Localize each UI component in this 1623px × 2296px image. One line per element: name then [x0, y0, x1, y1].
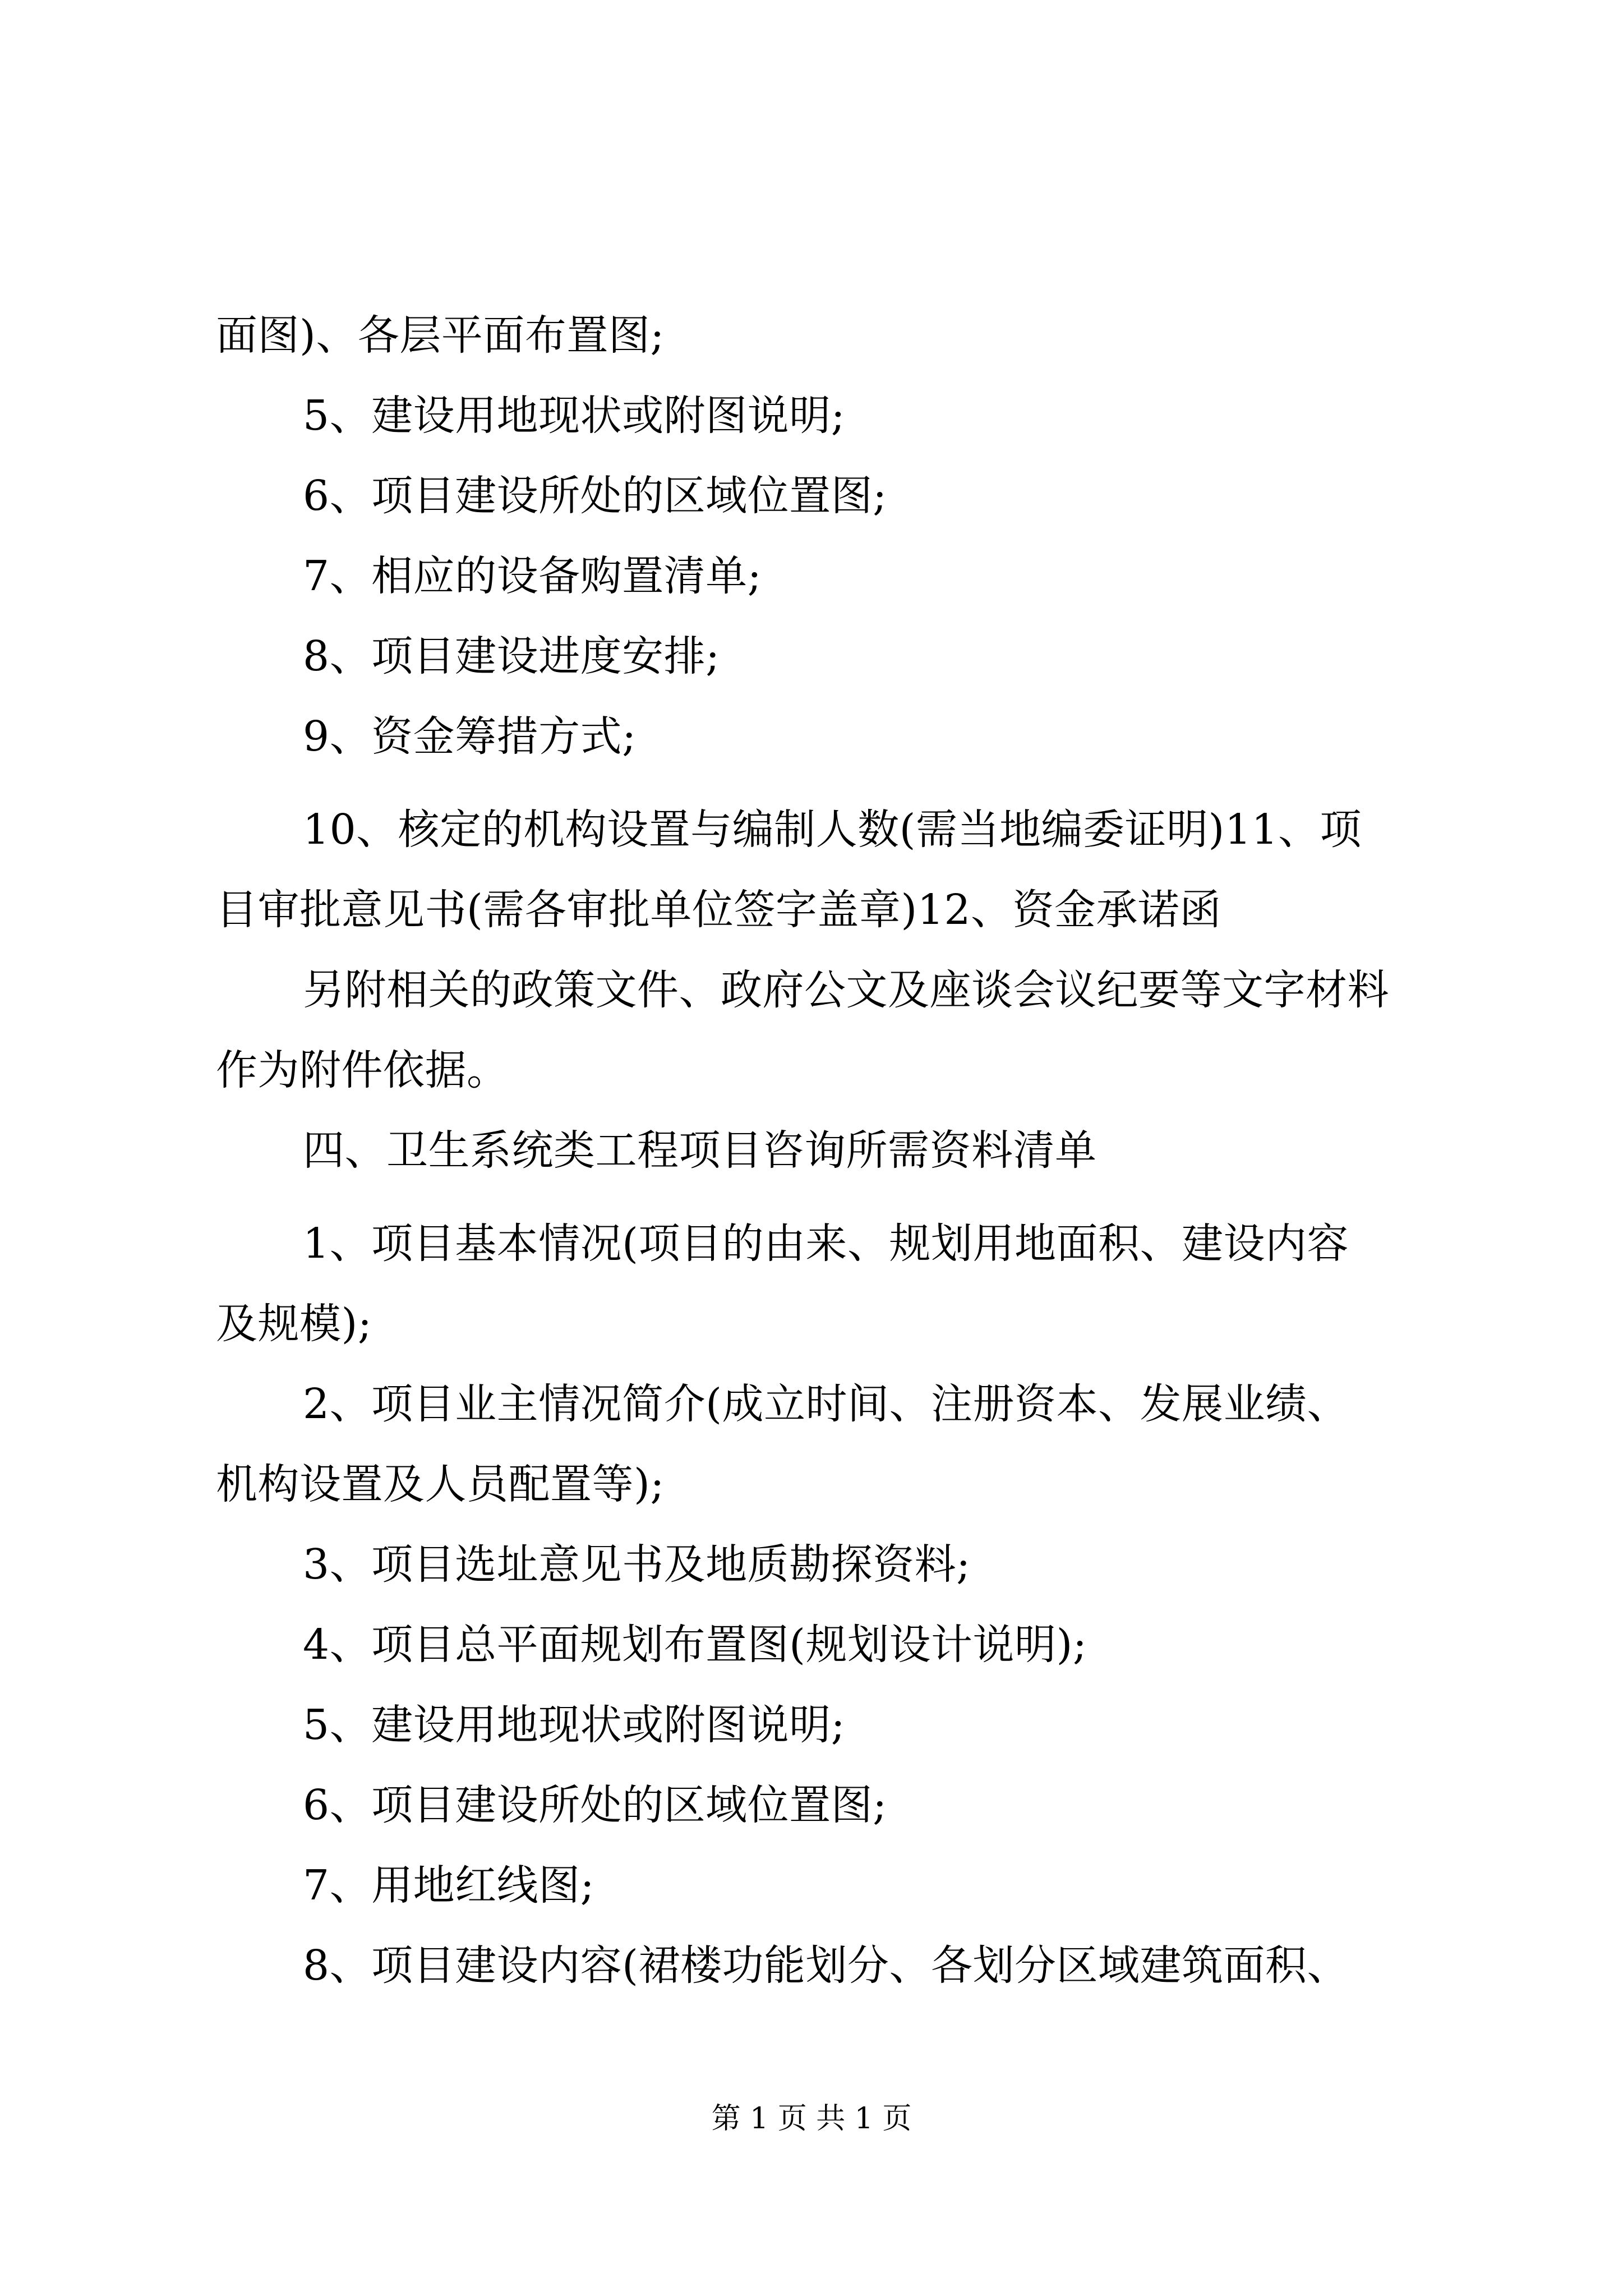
text-line: 及规模); [216, 1300, 372, 1348]
text-line: 6、项目建设所处的区域位置图; [303, 1781, 887, 1829]
text-line: 机构设置及人员配置等); [216, 1460, 665, 1508]
text-line: 8、项目建设进度安排; [303, 632, 720, 680]
text-line: 8、项目建设内容(裙楼功能划分、各划分区域建筑面积、 [303, 1941, 1349, 1990]
text-line: 4、项目总平面规划布置图(规划设计说明); [303, 1621, 1087, 1669]
text-line: 5、建设用地现状或附图说明; [303, 1701, 846, 1749]
text-line: 1、项目基本情况(项目的由来、规划用地面积、建设内容 [303, 1220, 1349, 1268]
text-line: 7、用地红线图; [303, 1861, 595, 1910]
text-line: 6、项目建设所处的区域位置图; [303, 472, 887, 520]
text-line: 7、相应的设备购置清单; [303, 552, 762, 600]
text-line: 目审批意见书(需各审批单位签字盖章)12、资金承诺函 [216, 886, 1221, 934]
text-line: 另附相关的政策文件、政府公文及座谈会议纪要等文字材料 [303, 966, 1389, 1014]
text-line: 10、核定的机构设置与编制人数(需当地编委证明)11、项 [303, 806, 1362, 854]
text-line: 3、项目选址意见书及地质勘探资料; [303, 1540, 971, 1589]
text-line: 作为附件依据。 [216, 1046, 509, 1094]
page-footer: 第 1 页 共 1 页 [711, 2102, 912, 2136]
text-line: 四、卫生系统类工程项目咨询所需资料清单 [303, 1126, 1097, 1175]
text-line: 9、资金筹措方式; [303, 712, 637, 761]
text-line: 2、项目业主情况简介(成立时间、注册资本、发展业绩、 [303, 1380, 1349, 1428]
text-line: 面图)、各层平面布置图; [216, 311, 665, 360]
text-line: 5、建设用地现状或附图说明; [303, 392, 846, 440]
